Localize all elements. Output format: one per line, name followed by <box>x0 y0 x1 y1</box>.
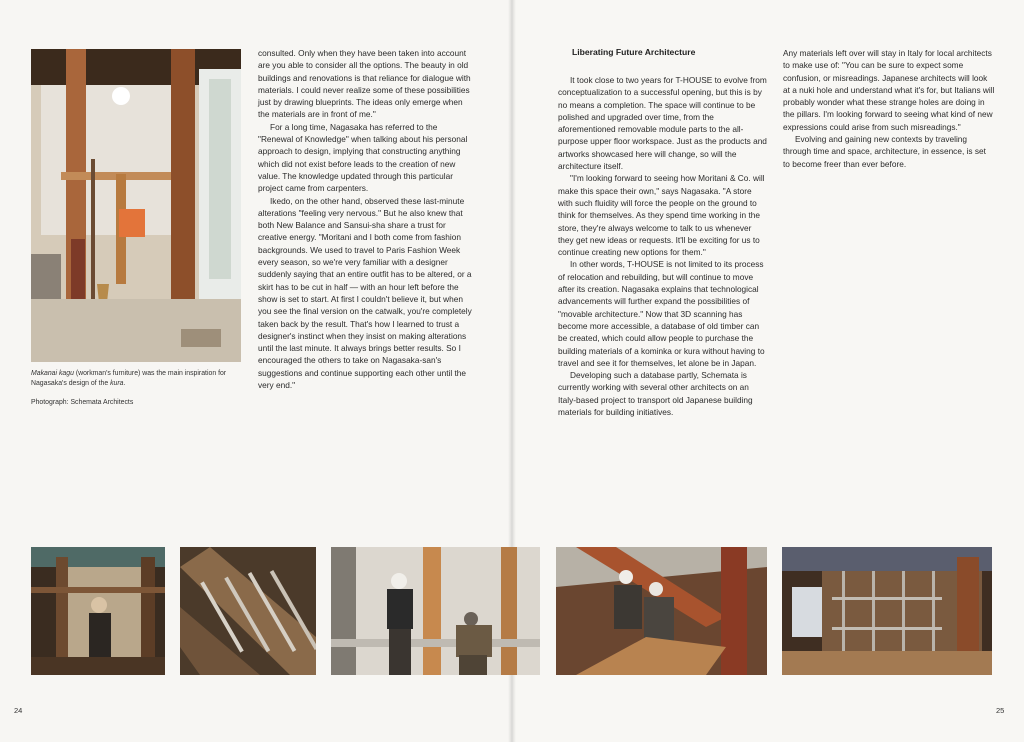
left-page-body-text <box>258 47 472 391</box>
photo-tools-closeup <box>180 547 316 675</box>
photo-carpenters-beams <box>556 547 767 675</box>
paragraph: It took close to two years for T-HOUSE to evolve from conceptualization to a successful opening, but this is by no means a completion. The space will continue to be polished and upgraded over time, from the aforementioned removable module parts to the all-purpose upper floor workspace. Just as the products and artworks showcased here will change, so will the architecture itself. <box>558 75 767 172</box>
paragraph: Evolving and gaining new contexts by traveling through time and space, architecture, in essence, is set to become freer than ever before. <box>783 134 986 169</box>
paragraph: For a long time, Nagasaka has referred to the "Renewal of Knowledge" when talking about his personal approach to design, implying that constructing anything which did not exist before leads to the creation of new value. The knowledge updated through this particular project came from carpenters. <box>258 121 468 194</box>
photo-scaffolding-interior <box>782 547 992 675</box>
main-photo-workmans-furniture <box>31 49 241 362</box>
caption-text: (workman's furniture) was the main inspiration for Nagasaka's design of the <box>31 370 227 387</box>
main-photo-caption <box>31 369 241 389</box>
paragraph: Developing such a database partly, Schemata is currently working with several other architects on an Italy-based project to transport old Japanese building materials for building initiatives. <box>558 370 753 418</box>
photo-credit: Photograph: Schemata Architects <box>31 399 134 406</box>
paragraph: Ikedo, on the other hand, observed these last-minute alterations "feeling very nervous." But he also knew that both New Balance and Sansui-sha share a trust for creative energy. "Moritani and I both come from fashion backgrounds. We used to travel to Paris Fashion Week every season, so we're very familiar with a designer suddenly saying that an entire outfit has to be altered, or a skirt has to be cut in half — with an hour left before the show is set to start. At first I couldn't believe it, but when you see the final version on the catwalk, you're completely taken back by the result. That's how I learned to trust a designer's instinct when they insist on making alterations until the last minute. It always brings better results. So I encouraged the others to take on Nagasaka-san's suggestions and continue supporting each other until the very end." <box>258 195 472 391</box>
page-number-left: 24 <box>14 706 23 715</box>
section-heading: Liberating Future Architecture <box>572 47 696 57</box>
paragraph: consulted. Only when they have been taken into account are you able to consider all the options. The beauty in old buildings and renovations is that reliance for dialogue with materials. I could never realize some of these possibilities just by drawing blueprints. The ideas only emerge when the materials are in front of me." <box>258 48 471 120</box>
page-number-right: 25 <box>996 706 1005 715</box>
paragraph: Any materials left over will stay in Italy for local architects to make use of: "You can be sure to expect some confusion, or misreadings. Japanese architects will look at a nuki hole and understand what it's for, but Italians will probably wonder what these strange holes are doing in the pillars. I'm looking forward to seeing what kind of new expressions could arise from such misreadings." <box>783 48 995 132</box>
caption-term-kura: kura <box>110 380 124 387</box>
photo-workers-assembly <box>331 547 540 675</box>
caption-end: . <box>123 380 126 387</box>
right-page-body-text-a <box>558 74 768 418</box>
paragraph: In other words, T-HOUSE is not limited to its process of relocation and rebuilding, but will continue to move after its creation. Nagasaka explains that technological advancements will further expand the possibilities of "movable architecture." Now that 3D scanning has become more accessible, a database of old timber can be created, which could allow people to purchase the building materials of a kominka or kura without having to travel and see it for themselves, let alone be in Japan. <box>558 259 765 368</box>
photo-carpenter-in-frame <box>31 547 165 675</box>
caption-term: Makanai kagu <box>31 370 74 377</box>
paragraph: "I'm looking forward to seeing how Moritani & Co. will make this space their own," says Nagasaka. "A store with such fluidity will force the people on the ground to think for themselves. As they spend time working in the store, they're always welcome to talk to us whenever they get new ideas or requests. It'll be exciting for us to continue creating new options for them." <box>558 173 765 258</box>
right-page-body-text-b <box>783 47 995 170</box>
